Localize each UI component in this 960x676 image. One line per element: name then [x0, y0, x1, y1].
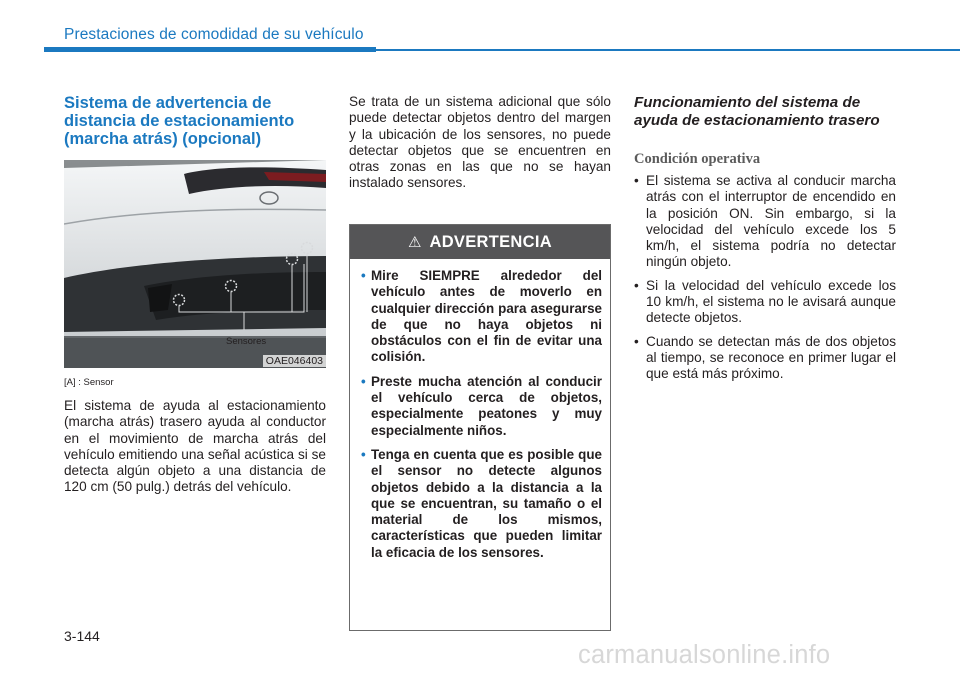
- warning-list: [350, 259, 610, 561]
- bullet: •: [361, 268, 366, 283]
- warning-item: • Preste mucha atención al conducir el vehículo cerca de objetos, especialmente peatones y muy especialmente niños.: [361, 373, 602, 438]
- image-code: OAE046403: [263, 355, 326, 367]
- page-number: 3-144: [64, 628, 100, 644]
- header-rule-thin: [376, 49, 960, 51]
- header-rule-thick: [44, 47, 376, 52]
- condition-item: • Cuando se detectan más de dos objetos al tiempo, se reconoce en primer lugar el que está más próximo.: [634, 333, 896, 382]
- warning-box: [349, 224, 611, 631]
- parking-warning-heading: Sistema de advertencia de distancia de estacionamiento (marcha atrás) (opcional): [64, 94, 295, 148]
- operation-heading: Funcionamiento del sistema de ayuda de estacionamiento trasero: [634, 94, 880, 129]
- operating-condition-subheading: Condición operativa: [634, 151, 761, 167]
- bullet: •: [634, 333, 639, 349]
- watermark: carmanualsonline.info: [578, 641, 831, 669]
- warning-title: ADVERTENCIA: [429, 232, 552, 251]
- condition-item: • El sistema se activa al conducir marcha atrás con el interruptor de encendido en la posición ON. Sin embargo, si la velocidad del vehículo excede los 5 km/h, el sistema podría no detectar ningún objeto.: [634, 173, 896, 270]
- bullet: •: [361, 373, 366, 389]
- rear-bumper-photo: [64, 160, 326, 368]
- bullet: •: [634, 173, 639, 188]
- rear-bumper-illustration: [64, 160, 326, 368]
- condition-list: [634, 173, 896, 390]
- warning-triangle-icon: ⚠: [408, 233, 422, 251]
- bullet: •: [634, 277, 639, 293]
- photo-caption: [A] : Sensor: [64, 377, 114, 388]
- warning-item: • Mire SIEMPRE alrededor del vehículo antes de moverlo en cualquier dirección para asegurarse de que no haya objetos ni obstáculos con el fin de evitar una colisión.: [361, 268, 602, 365]
- detection-range-paragraph: Se trata de un sistema adicional que sólo puede detectar objetos dentro del margen y la ubicación de los sensores, no puede detectar objetos que se encuentren en otras zonas en las que no se hayan instalado sensores.: [349, 94, 611, 191]
- section-title: Prestaciones de comodidad de su vehículo: [64, 26, 364, 43]
- condition-item: • Si la velocidad del vehículo excede los 10 km/h, el sistema no le avisará aunque detecte objetos.: [634, 277, 896, 326]
- bullet: •: [361, 446, 366, 462]
- warning-item: • Tenga en cuenta que es posible que el sensor no detecte algunos objetos debido a la distancia a la que se encuentran, su tamaño o el material de los mismos, características que pueden limitar la eficacia de los sensores.: [361, 446, 602, 560]
- warning-header: [350, 225, 610, 259]
- sensors-label: Sensores: [226, 336, 267, 347]
- intro-paragraph: El sistema de ayuda al estacionamiento (marcha atrás) trasero ayuda al conductor en el movimiento de marcha atrás del vehículo emitiendo una señal acústica si se detecta algún objeto a una distancia de 120 cm (50 pulg.) detrás del vehículo.: [64, 398, 326, 495]
